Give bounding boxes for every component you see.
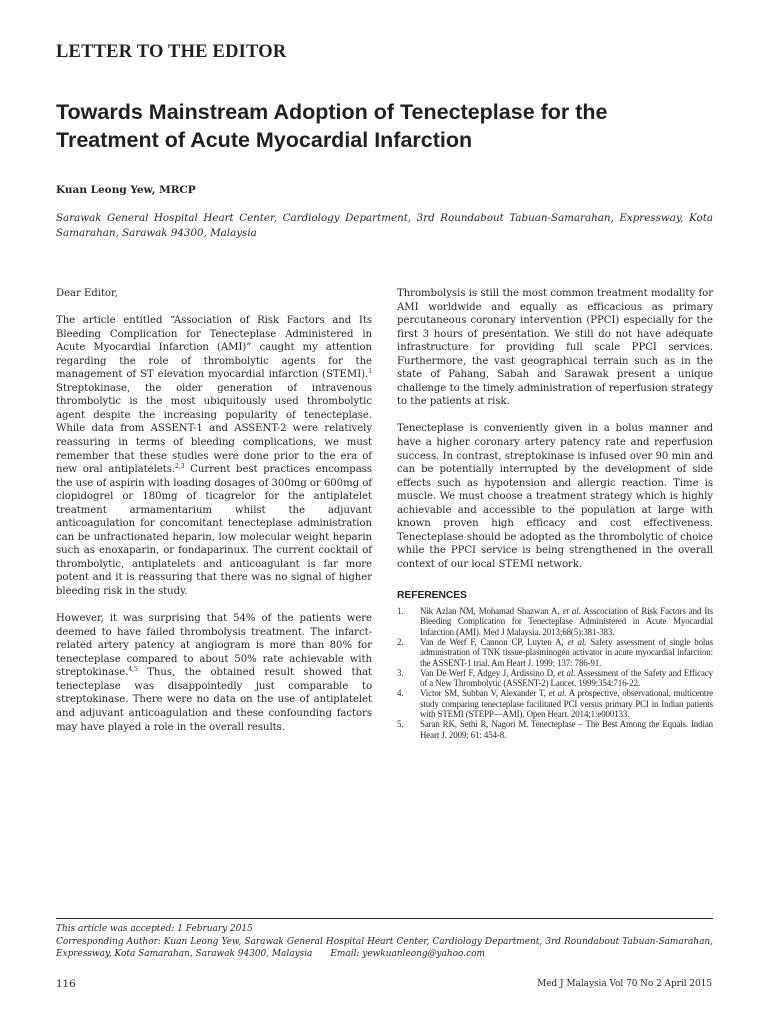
reference-number: 5.	[397, 719, 404, 730]
citation-superscript: 2,3	[175, 463, 185, 471]
paragraph-3: Thrombolysis is still the most common treatment modality for AMI worldwide and equally as efficacious as primary percutaneous coronary intervention (PPCI) especially for the first 3 hours of presentation. We still do not have adequate infrastructure for providing full scale PPCI services. Furthermore, the vast geographical terrain such as in the state of Pahang, Sabah and Sarawak present a unique challenge to the timely administration of reperfusion strategy to the patients at risk.	[397, 288, 713, 408]
left-column	[56, 287, 372, 748]
reference-item	[397, 719, 713, 740]
reference-text: Safety assessment of single bolus administration of TNK tissue-plasminogen activator in acute myocardial infarction: the ASSENT-1 trial. Am Heart J. 1999; 137: 786-91.	[420, 636, 713, 668]
reference-authors: Victor SM, Subban V, Alexander T,	[420, 688, 549, 699]
citation-superscript: 1	[368, 368, 372, 376]
reference-number: 4.	[397, 688, 404, 699]
greeting: Dear Editor,	[56, 288, 118, 299]
footnote-divider	[56, 918, 713, 919]
paragraph-2-part-a: However, it was surprising that 54% of the patients were deemed to have failed thrombolysis treatment. The infarct-related artery patency at angiogram is more than 80% for tenecteplase compared to about 50% rate achievable with streptokinase.	[56, 613, 372, 679]
author-affiliation: Sarawak General Hospital Heart Center, Cardiology Department, 3rd Roundabout Tabuan-Samarahan, Expressway, Kota Samarahan, Sarawak 94300, Malaysia	[56, 212, 713, 239]
reference-number: 3.	[397, 667, 404, 678]
page-number: 116	[56, 978, 76, 990]
reference-text: Assessment of the Safety and Efficacy of a New Thrombolytic (ASSENT-2) Lancet. 1999;354:716-22.	[420, 667, 713, 689]
paragraph-4: Tenecteplase is conveniently given in a bolus manner and have a higher coronary artery patency rate and reperfusion success. In contrast, streptokinase is infused over 90 min and can be potentially interrupted by the development of side effects such as hypotension and allergic reaction. Time is muscle. We must choose a treatment strategy which is highly achievable and accessible to the population at large with known proven high efficacy and cost effectiveness. Tenecteplase should be adopted as the thrombolytic of choice while the PPCI service is being strengthened in the overall context of our local STEMI network.	[397, 423, 713, 570]
reference-etal: et al.	[567, 636, 587, 647]
reference-etal: et al.	[548, 688, 567, 699]
footnote	[56, 923, 713, 961]
accepted-date: This article was accepted: 1 February 2015	[56, 924, 253, 934]
reference-authors: Nik Azlan NM, Mohamad Shazwan A,	[420, 606, 563, 617]
paragraph-2-part-b: Thus, the obtained result showed that tenecteplase was disappointedly just comparable to streptokinase. There were no data on the use of antiplatelet and adjuvant anticoagulation and these confounding factors may have played a role in the overall results.	[56, 667, 372, 733]
reference-item	[397, 688, 713, 719]
citation-superscript: 4,5	[128, 666, 138, 674]
paragraph-2	[56, 612, 372, 734]
email-address[interactable]: yewkuanleong@yahoo.com	[362, 949, 485, 959]
reference-etal: et al.	[557, 667, 576, 678]
paragraph-1-part-a: The article entitled “Association of Risk Factors and Its Bleeding Complication for Tenecteplase Administered in Acute Myocardial Infarction (AMI)” caught my attention regarding the role of thrombolytic agents for the management of ST elevation myocardial infarction (STEMI).	[56, 315, 372, 381]
paragraph-1-part-b: Streptokinase, the older generation of intravenous thrombolytic is the most ubiquitously used thrombolytic agent despite the increasing popularity of tenecteplase. While data from ASSENT-1 and ASSENT-2 were relatively reassuring in terms of bleeding complications, we must remember that these studies were done prior to the era of new oral antiplatelets.	[56, 382, 372, 476]
reference-number: 2.	[397, 636, 404, 647]
corresponding-author-continued	[56, 948, 713, 961]
reference-authors: Van de Werf F, Cannon CP, Luyten A,	[420, 636, 568, 647]
section-label: LETTER TO THE EDITOR	[56, 42, 287, 62]
corresponding-author: Corresponding Author: Kuan Leong Yew, Sarawak General Hospital Heart Center, Cardiology Department, 3rd Roundabout Tabuan-Samarahan,	[56, 936, 713, 947]
right-column	[397, 287, 713, 740]
reference-etal: et al.	[562, 606, 581, 617]
references-heading: REFERENCES	[397, 590, 467, 602]
article-title: Towards Mainstream Adoption of Tenecteplase for the Treatment of Acute Myocardial Infarction	[56, 100, 608, 152]
corresponding-address: Expressway, Kota Samarahan, Sarawak 94300, Malaysia	[56, 949, 313, 959]
reference-text: Asscociation of Risk Factors and Its Bleeding Complication for Tenecteplase Administered in Acute Myocardial Infarction (AMI). Med J Malaysia. 2013;68(5):381-383.	[420, 606, 713, 637]
reference-authors: Saran RK, Sethi R, Nagori M. Tenecteplase – The Best Among the Equals. Indian Heart J. 2009; 61: 454-8.	[420, 719, 713, 740]
reference-item	[397, 637, 713, 668]
author-name: Kuan Leong Yew, MRCP	[56, 184, 196, 196]
paragraph-1-part-c: Current best practices encompass the use of aspirin with loading dosages of 300mg or 600mg of clopidogrel or 180mg of ticagrelor for the antiplatelet treatment armamentarium whilst the adjuvant anticoagulation for concomitant tenecteplase administration can be unfractionated heparin, low molecular weight heparin such as enoxaparin, or fondaparinux. The current cocktail of thrombolytic, antiplatelets and anticoagulant is far more potent and it is reassuring that there was no signal of higher bleeding risk in the study.	[56, 464, 372, 598]
reference-text: A prospective, observational, multicentre study comparing tenecteplase facilitated PCI versus primary PCI in Indian patients with STEMI (STEPP—AMI). Open Heart. 2014;1:e000133.	[420, 688, 713, 719]
paragraph-1	[56, 314, 372, 598]
reference-number: 1.	[397, 606, 404, 617]
email-label: Email:	[330, 949, 363, 959]
reference-item	[397, 606, 713, 637]
reference-authors: Van De Werf F, Adgey J, Ardissino D,	[420, 667, 558, 678]
references-list	[397, 606, 713, 740]
reference-item	[397, 668, 713, 689]
journal-citation: Med J Malaysia Vol 70 No 2 April 2015	[537, 979, 712, 989]
